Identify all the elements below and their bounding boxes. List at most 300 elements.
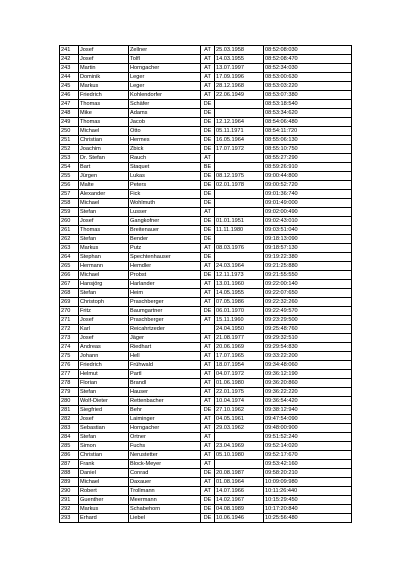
finish-time-cell: 09:22:32:260 xyxy=(264,298,352,307)
nation-cell: AT xyxy=(201,244,215,253)
finish-time-cell: 10:09:09:980 xyxy=(264,478,352,487)
table-row xyxy=(60,370,352,379)
table-row xyxy=(60,280,352,289)
finish-time-cell: 08:53:00:630 xyxy=(264,73,352,82)
last-name-cell: Probst xyxy=(129,271,201,280)
finish-time-cell: 08:52:08:470 xyxy=(264,55,352,64)
nation-cell: AT xyxy=(201,64,215,73)
birth-date-cell: 22.01.1975 xyxy=(215,388,264,397)
finish-time-cell: 09:34:48:060 xyxy=(264,361,352,370)
start-number-cell: 277 xyxy=(60,370,79,379)
first-name-cell: Josef xyxy=(79,415,129,424)
last-name-cell: Leger xyxy=(129,73,201,82)
birth-date-cell: 04.07.1972 xyxy=(215,370,264,379)
table-row xyxy=(60,415,352,424)
finish-time-cell: 08:59:26:910 xyxy=(264,163,352,172)
last-name-cell: Hemdler xyxy=(129,262,201,271)
nation-cell: AT xyxy=(201,91,215,100)
birth-date-cell: 18.07.1954 xyxy=(215,361,264,370)
nation-cell: DE xyxy=(201,118,215,127)
start-number-cell: 255 xyxy=(60,172,79,181)
last-name-cell: Conrad xyxy=(129,469,201,478)
start-number-cell: 284 xyxy=(60,433,79,442)
nation-cell: AT xyxy=(201,487,215,496)
last-name-cell: Fick xyxy=(129,190,201,199)
nation-cell: AT xyxy=(201,46,215,55)
start-number-cell: 274 xyxy=(60,343,79,352)
first-name-cell: Stefan xyxy=(79,235,129,244)
nation-cell: DE xyxy=(201,217,215,226)
first-name-cell: Stefan xyxy=(79,388,129,397)
first-name-cell: Bart xyxy=(79,163,129,172)
finish-time-cell: 10:15:29:450 xyxy=(264,496,352,505)
last-name-cell: Behr xyxy=(129,406,201,415)
last-name-cell: Jäger xyxy=(129,334,201,343)
finish-time-cell: 08:55:06:130 xyxy=(264,136,352,145)
birth-date-cell: 05.10.1980 xyxy=(215,451,264,460)
last-name-cell: Baumgartner xyxy=(129,307,201,316)
last-name-cell: Schabehorn xyxy=(129,505,201,514)
last-name-cell: Fuchs xyxy=(129,442,201,451)
table-row xyxy=(60,136,352,145)
first-name-cell: Stefan xyxy=(79,289,129,298)
last-name-cell: Block-Meyer xyxy=(129,460,201,469)
nation-cell: AT xyxy=(201,82,215,91)
start-number-cell: 244 xyxy=(60,73,79,82)
nation-cell: AT xyxy=(201,208,215,217)
start-number-cell: 273 xyxy=(60,334,79,343)
finish-time-cell: 09:38:12:940 xyxy=(264,406,352,415)
table-row xyxy=(60,424,352,433)
birth-date-cell: 06.01.1970 xyxy=(215,307,264,316)
start-number-cell: 278 xyxy=(60,379,79,388)
last-name-cell: Heim xyxy=(129,289,201,298)
last-name-cell: Spechtenhauser xyxy=(129,253,201,262)
first-name-cell: Hansjörg xyxy=(79,280,129,289)
last-name-cell: Reicahrtzeder xyxy=(129,325,201,334)
finish-time-cell: 09:18:57:130 xyxy=(264,244,352,253)
table-row xyxy=(60,379,352,388)
table-row xyxy=(60,514,352,523)
finish-time-cell: 08:52:34:030 xyxy=(264,64,352,73)
nation-cell: DE xyxy=(201,145,215,154)
nation-cell: DE xyxy=(201,496,215,505)
start-number-cell: 241 xyxy=(60,46,79,55)
finish-time-cell: 09:01:36:740 xyxy=(264,190,352,199)
first-name-cell: Christoph xyxy=(79,298,129,307)
finish-time-cell: 08:53:34:620 xyxy=(264,109,352,118)
table-row xyxy=(60,91,352,100)
birth-date-cell: 14.05.1955 xyxy=(215,289,264,298)
last-name-cell: Frühwald xyxy=(129,361,201,370)
nation-cell: AT xyxy=(201,334,215,343)
first-name-cell: Malte xyxy=(79,181,129,190)
first-name-cell: Robert xyxy=(79,487,129,496)
finish-time-cell: 09:36:54:420 xyxy=(264,397,352,406)
birth-date-cell: 17.07.1972 xyxy=(215,145,264,154)
table-row xyxy=(60,325,352,334)
nation-cell: AT xyxy=(201,361,215,370)
finish-time-cell: 09:00:52:720 xyxy=(264,181,352,190)
table-row xyxy=(60,496,352,505)
last-name-cell: Hermes xyxy=(129,136,201,145)
first-name-cell: Michael xyxy=(79,478,129,487)
last-name-cell: Harlander xyxy=(129,280,201,289)
finish-time-cell: 09:22:00:140 xyxy=(264,280,352,289)
table-row xyxy=(60,388,352,397)
birth-date-cell xyxy=(215,253,264,262)
nation-cell: DE xyxy=(201,505,215,514)
last-name-cell: Zellner xyxy=(129,46,201,55)
nation-cell: DE xyxy=(201,109,215,118)
start-number-cell: 289 xyxy=(60,478,79,487)
birth-date-cell xyxy=(215,109,264,118)
table-row xyxy=(60,460,352,469)
nation-cell: AT xyxy=(201,73,215,82)
finish-time-cell: 09:03:51:040 xyxy=(264,226,352,235)
finish-time-cell: 09:02:43:010 xyxy=(264,217,352,226)
birth-date-cell: 17.09.1996 xyxy=(215,73,264,82)
last-name-cell: Adams xyxy=(129,109,201,118)
birth-date-cell xyxy=(215,190,264,199)
first-name-cell: Erhard xyxy=(79,514,129,523)
last-name-cell: Hauser xyxy=(129,388,201,397)
last-name-cell: Rettenbacher xyxy=(129,397,201,406)
finish-time-cell: 09:53:42:160 xyxy=(264,460,352,469)
finish-time-cell: 09:36:12:190 xyxy=(264,370,352,379)
table-row xyxy=(60,298,352,307)
last-name-cell: Schäfer xyxy=(129,100,201,109)
nation-cell: AT xyxy=(201,298,215,307)
start-number-cell: 254 xyxy=(60,163,79,172)
nation-cell: AT xyxy=(201,154,215,163)
first-name-cell: Martin xyxy=(79,64,129,73)
first-name-cell: Stephan xyxy=(79,253,129,262)
nation-cell: AT xyxy=(201,343,215,352)
first-name-cell: Alexander xyxy=(79,190,129,199)
nation-cell: AT xyxy=(201,370,215,379)
first-name-cell: Thomas xyxy=(79,226,129,235)
table-row xyxy=(60,451,352,460)
start-number-cell: 243 xyxy=(60,64,79,73)
table-row xyxy=(60,217,352,226)
finish-time-cell: 09:36:20:860 xyxy=(264,379,352,388)
start-number-cell: 293 xyxy=(60,514,79,523)
birth-date-cell: 20.06.1969 xyxy=(215,343,264,352)
birth-date-cell: 04.05.1961 xyxy=(215,415,264,424)
nation-cell: AT xyxy=(201,478,215,487)
first-name-cell: Markus xyxy=(79,505,129,514)
finish-time-cell: 09:33:22:200 xyxy=(264,352,352,361)
first-name-cell: Florian xyxy=(79,379,129,388)
nation-cell: BE xyxy=(201,163,215,172)
finish-time-cell: 10:11:26:440 xyxy=(264,487,352,496)
first-name-cell: Dr. Stefan xyxy=(79,154,129,163)
nation-cell: DE xyxy=(201,190,215,199)
table-row xyxy=(60,73,352,82)
finish-time-cell: 09:21:55:550 xyxy=(264,271,352,280)
birth-date-cell xyxy=(215,208,264,217)
nation-cell: AT xyxy=(201,451,215,460)
start-number-cell: 271 xyxy=(60,316,79,325)
last-name-cell: Bender xyxy=(129,235,201,244)
birth-date-cell: 15.11.1960 xyxy=(215,316,264,325)
birth-date-cell: 24.03.1964 xyxy=(215,262,264,271)
table-row xyxy=(60,109,352,118)
table-row xyxy=(60,127,352,136)
start-number-cell: 279 xyxy=(60,388,79,397)
start-number-cell: 248 xyxy=(60,109,79,118)
birth-date-cell: 13.07.1997 xyxy=(215,64,264,73)
birth-date-cell: 13.01.1960 xyxy=(215,280,264,289)
finish-time-cell: 08:52:08:030 xyxy=(264,46,352,55)
start-number-cell: 287 xyxy=(60,460,79,469)
birth-date-cell: 04.08.1989 xyxy=(215,505,264,514)
nation-cell: DE xyxy=(201,199,215,208)
results-table-body xyxy=(60,46,352,523)
last-name-cell: Rauch xyxy=(129,154,201,163)
last-name-cell: Praschberger xyxy=(129,316,201,325)
nation-cell: AT xyxy=(201,262,215,271)
nation-cell: DE xyxy=(201,307,215,316)
start-number-cell: 249 xyxy=(60,118,79,127)
table-row xyxy=(60,100,352,109)
table-row xyxy=(60,181,352,190)
birth-date-cell: 10.04.1974 xyxy=(215,397,264,406)
first-name-cell: Markus xyxy=(79,244,129,253)
first-name-cell: Stefan xyxy=(79,208,129,217)
first-name-cell: Stefan xyxy=(79,433,129,442)
birth-date-cell: 16.05.1964 xyxy=(215,136,264,145)
finish-time-cell: 08:55:10:750 xyxy=(264,145,352,154)
nation-cell: DE xyxy=(201,136,215,145)
table-row xyxy=(60,316,352,325)
last-name-cell: Partl xyxy=(129,370,201,379)
birth-date-cell: 25.03.1958 xyxy=(215,46,264,55)
table-row xyxy=(60,397,352,406)
start-number-cell: 250 xyxy=(60,127,79,136)
start-number-cell: 245 xyxy=(60,82,79,91)
birth-date-cell: 12.12.1964 xyxy=(215,118,264,127)
finish-time-cell: 09:29:32:510 xyxy=(264,334,352,343)
table-row xyxy=(60,226,352,235)
finish-time-cell: 09:22:49:570 xyxy=(264,307,352,316)
table-row xyxy=(60,163,352,172)
table-row xyxy=(60,505,352,514)
last-name-cell: Tolfl xyxy=(129,55,201,64)
finish-time-cell: 08:55:27:290 xyxy=(264,154,352,163)
table-row xyxy=(60,199,352,208)
table-row xyxy=(60,82,352,91)
finish-time-cell: 09:22:07:650 xyxy=(264,289,352,298)
start-number-cell: 247 xyxy=(60,100,79,109)
start-number-cell: 242 xyxy=(60,55,79,64)
table-row xyxy=(60,244,352,253)
nation-cell: AT xyxy=(201,424,215,433)
finish-time-cell: 08:53:03:220 xyxy=(264,82,352,91)
finish-time-cell: 09:47:54:090 xyxy=(264,415,352,424)
table-row xyxy=(60,487,352,496)
birth-date-cell: 08.03.1976 xyxy=(215,244,264,253)
nation-cell: AT xyxy=(201,388,215,397)
birth-date-cell: 22.06.1949 xyxy=(215,91,264,100)
table-row xyxy=(60,235,352,244)
last-name-cell: Liebel xyxy=(129,514,201,523)
birth-date-cell: 14.02.1967 xyxy=(215,496,264,505)
finish-time-cell: 09:18:13:090 xyxy=(264,235,352,244)
last-name-cell: Staquet xyxy=(129,163,201,172)
birth-date-cell xyxy=(215,460,264,469)
last-name-cell: Zbick xyxy=(129,145,201,154)
start-number-cell: 268 xyxy=(60,289,79,298)
birth-date-cell: 27.10.1962 xyxy=(215,406,264,415)
last-name-cell: Riedhart xyxy=(129,343,201,352)
table-row xyxy=(60,478,352,487)
start-number-cell: 276 xyxy=(60,361,79,370)
birth-date-cell: 20.08.1987 xyxy=(215,469,264,478)
table-row xyxy=(60,46,352,55)
last-name-cell: Nerustetter xyxy=(129,451,201,460)
table-row xyxy=(60,190,352,199)
table-row xyxy=(60,253,352,262)
birth-date-cell: 29.03.1962 xyxy=(215,424,264,433)
start-number-cell: 252 xyxy=(60,145,79,154)
table-row xyxy=(60,271,352,280)
nation-cell: DE xyxy=(201,226,215,235)
results-table xyxy=(59,45,352,523)
last-name-cell: Meermann xyxy=(129,496,201,505)
birth-date-cell: 17.07.1965 xyxy=(215,352,264,361)
finish-time-cell: 09:23:29:500 xyxy=(264,316,352,325)
nation-cell: AT xyxy=(201,433,215,442)
start-number-cell: 272 xyxy=(60,325,79,334)
start-number-cell: 262 xyxy=(60,235,79,244)
first-name-cell: Helmut xyxy=(79,370,129,379)
first-name-cell: Josef xyxy=(79,55,129,64)
start-number-cell: 264 xyxy=(60,253,79,262)
nation-cell: DE xyxy=(201,271,215,280)
table-row xyxy=(60,406,352,415)
birth-date-cell: 23.04.1969 xyxy=(215,442,264,451)
finish-time-cell: 09:01:49:000 xyxy=(264,199,352,208)
nation-cell: AT xyxy=(201,55,215,64)
first-name-cell: Dominik xyxy=(79,73,129,82)
first-name-cell: Fritz xyxy=(79,307,129,316)
start-number-cell: 283 xyxy=(60,424,79,433)
last-name-cell: Horngacher xyxy=(129,64,201,73)
table-row xyxy=(60,55,352,64)
table-row xyxy=(60,118,352,127)
first-name-cell: Wolf-Dieter xyxy=(79,397,129,406)
first-name-cell: Thomas xyxy=(79,118,129,127)
table-row xyxy=(60,442,352,451)
start-number-cell: 269 xyxy=(60,298,79,307)
finish-time-cell: 09:21:25:880 xyxy=(264,262,352,271)
first-name-cell: Michael xyxy=(79,271,129,280)
start-number-cell: 257 xyxy=(60,190,79,199)
first-name-cell: Christian xyxy=(79,136,129,145)
finish-time-cell: 09:52:14:020 xyxy=(264,442,352,451)
first-name-cell: Josef xyxy=(79,334,129,343)
finish-time-cell: 09:29:54:830 xyxy=(264,343,352,352)
finish-time-cell: 09:19:22:380 xyxy=(264,253,352,262)
nation-cell: DE xyxy=(201,172,215,181)
finish-time-cell: 10:17:20:840 xyxy=(264,505,352,514)
first-name-cell: Frank xyxy=(79,460,129,469)
last-name-cell: Trollmann xyxy=(129,487,201,496)
first-name-cell: Michael xyxy=(79,199,129,208)
birth-date-cell: 21.08.1977 xyxy=(215,334,264,343)
nation-cell xyxy=(201,325,215,334)
last-name-cell: Leger xyxy=(129,82,201,91)
start-number-cell: 246 xyxy=(60,91,79,100)
first-name-cell: Daniel xyxy=(79,469,129,478)
start-number-cell: 256 xyxy=(60,181,79,190)
birth-date-cell: 02.01.1978 xyxy=(215,181,264,190)
first-name-cell: Joachim xyxy=(79,145,129,154)
last-name-cell: Jacob xyxy=(129,118,201,127)
nation-cell: AT xyxy=(201,415,215,424)
birth-date-cell: 11.11.1980 xyxy=(215,226,264,235)
last-name-cell: Wohlmuth xyxy=(129,199,201,208)
first-name-cell: Johann xyxy=(79,352,129,361)
finish-time-cell: 09:02:00:490 xyxy=(264,208,352,217)
last-name-cell: Putz xyxy=(129,244,201,253)
first-name-cell: Markus xyxy=(79,82,129,91)
first-name-cell: Simon xyxy=(79,442,129,451)
finish-time-cell: 09:51:52:240 xyxy=(264,433,352,442)
last-name-cell: Breitenauer xyxy=(129,226,201,235)
table-row xyxy=(60,307,352,316)
nation-cell: AT xyxy=(201,442,215,451)
table-row xyxy=(60,208,352,217)
start-number-cell: 290 xyxy=(60,487,79,496)
birth-date-cell: 01.08.1964 xyxy=(215,478,264,487)
finish-time-cell: 10:25:56:480 xyxy=(264,514,352,523)
last-name-cell: Laiminger xyxy=(129,415,201,424)
first-name-cell: Guenther xyxy=(79,496,129,505)
nation-cell: DE xyxy=(201,514,215,523)
nation-cell: DE xyxy=(201,181,215,190)
last-name-cell: Horngacher xyxy=(129,424,201,433)
last-name-cell: Kohlendorfer xyxy=(129,91,201,100)
nation-cell: AT xyxy=(201,289,215,298)
birth-date-cell xyxy=(215,199,264,208)
last-name-cell: Hell xyxy=(129,352,201,361)
first-name-cell: Andreas xyxy=(79,343,129,352)
first-name-cell: Friedrich xyxy=(79,91,129,100)
start-number-cell: 266 xyxy=(60,271,79,280)
start-number-cell: 285 xyxy=(60,442,79,451)
table-row xyxy=(60,172,352,181)
first-name-cell: Christian xyxy=(79,451,129,460)
start-number-cell: 265 xyxy=(60,262,79,271)
last-name-cell: Peters xyxy=(129,181,201,190)
table-row xyxy=(60,262,352,271)
birth-date-cell xyxy=(215,433,264,442)
finish-time-cell: 09:58:20:210 xyxy=(264,469,352,478)
birth-date-cell xyxy=(215,163,264,172)
finish-time-cell: 09:25:48:760 xyxy=(264,325,352,334)
birth-date-cell xyxy=(215,100,264,109)
birth-date-cell: 01.06.1980 xyxy=(215,379,264,388)
start-number-cell: 288 xyxy=(60,469,79,478)
first-name-cell: Siegfried xyxy=(79,406,129,415)
first-name-cell: Josef xyxy=(79,316,129,325)
finish-time-cell: 09:52:17:670 xyxy=(264,451,352,460)
last-name-cell: Otto xyxy=(129,127,201,136)
start-number-cell: 251 xyxy=(60,136,79,145)
